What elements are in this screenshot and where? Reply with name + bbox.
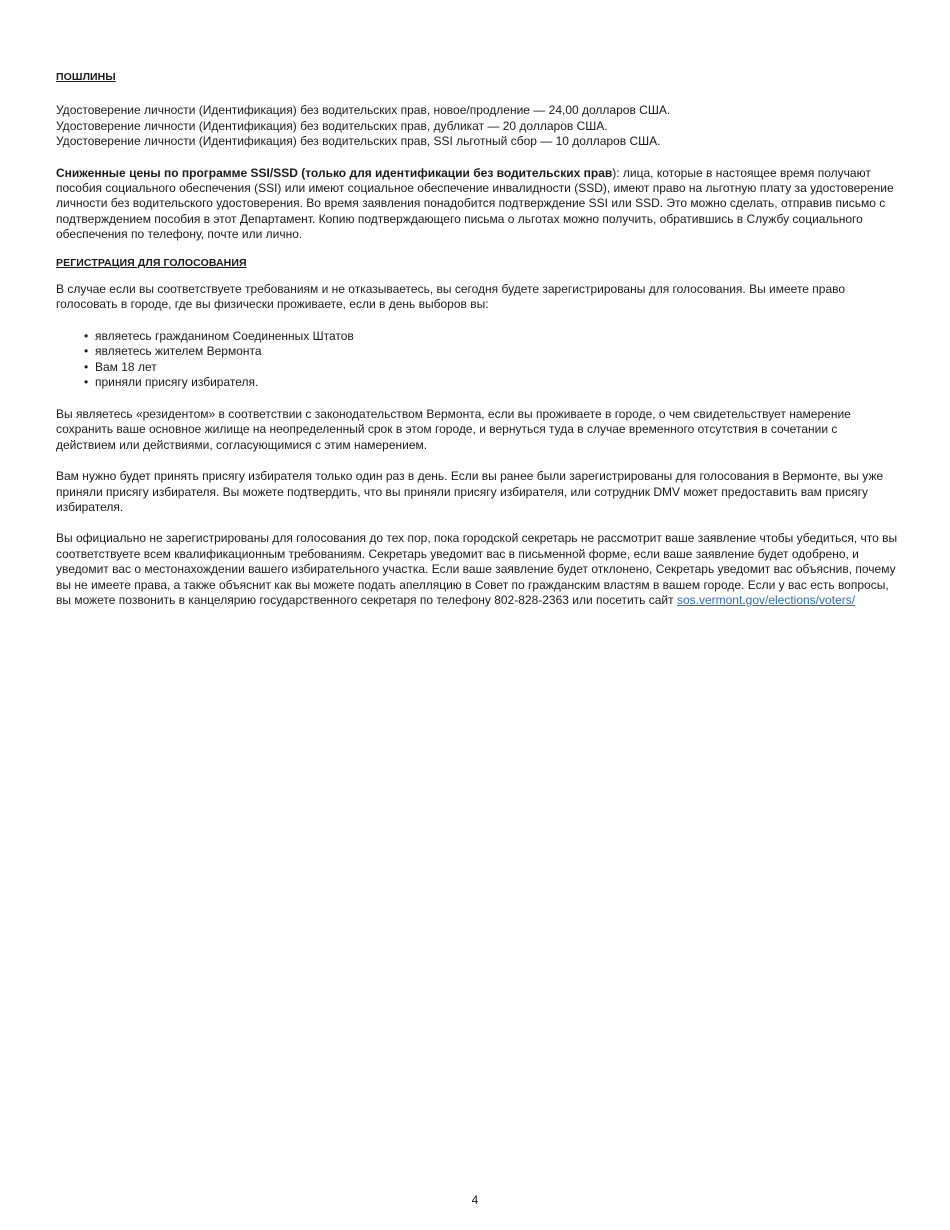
fee-line-new: Удостоверение личности (Идентификация) без водительских прав, новое/продление — 24,00 долларов США. [56,103,671,118]
document-page [56,70,898,608]
oath-paragraph: Вам нужно будет принять присягу избирателя только один раз в день. Если вы ранее были зарегистрированы для голосования в Вермонте, вы уже приняли присягу избирателя. Вы можете подтвердить, что вы приняли присягу избирателя, или сотрудник DMV может предоставить вам присягу избирателя. [56,469,884,514]
fee-line-duplicate: Удостоверение личности (Идентификация) без водительских прав, дубликат — 20 долларов США. [56,118,608,133]
reduced-price-text: ): лица, которые в настоящее время получают пособия социального обеспечения (SSI) или имеют социальное обеспечение инвалидности (SSD), имеют право на льготную плату за удостоверение личности без водительского удостоверения. Во время заявления понадобится подтверждение SSI или SSD. Это можно сделать, отправив письмо с подтверждением пособия в этот Департамент. Копию подтверждающего письма о льготах можно получить, обратившись в Службу социального обеспечения по телефону, почте или лично. [56,165,894,242]
fee-line-ssi: Удостоверение личности (Идентификация) без водительских прав, SSI льготный сбор — 10 долларов США. [56,134,661,149]
fees-heading: ПОШЛИНЫ [56,71,116,83]
voters-website-link[interactable]: sos.vermont.gov/elections/voters/ [676,592,856,607]
reduced-price-paragraph [56,166,898,243]
page-number: 4 [471,1193,479,1207]
list-item: • Вам 18 лет [84,360,898,376]
fees-list [56,103,898,149]
list-item: • являетесь гражданином Соединенных Штатов [84,329,898,345]
registration-intro: В случае если вы соответствуете требованиям и не отказываетесь, вы сегодня будете зарегистрированы для голосования. Вы имеете право голосовать в городе, где вы физически проживаете, если в день выборов вы: [56,282,846,312]
reduced-price-title: Сниженные цены по программе SSI/SSD (только для идентификации без водительских прав [56,165,613,180]
official-registration-paragraph [56,531,898,608]
eligibility-list [84,329,898,391]
list-item: • приняли присягу избирателя. [84,375,898,391]
resident-paragraph: Вы являетесь «резидентом» в соответствии с законодательством Вермонта, если вы проживаете в городе, о чем свидетельствует намерение сохранить ваше основное жилище на неопределенный срок в этом городе, и вернуться туда в случае временного отсутствия в сочетании с действием или действиями, согласующимися с этим намерением. [56,406,851,452]
official-registration-text: Вы официально не зарегистрированы для голосования до тех пор, пока городской секретарь не рассмотрит ваше заявление чтобы убедиться, что вы соответствуете всем квалификационным требованиям. Секретарь уведомит вас в письменной форме, если ваше заявление будет одобрено, и уведомит вас о местонахождении вашего избирательного участка. Если ваше заявление будет отклонено, Секретарь уведомит вас объяснив, почему вы не имеете права, а также объяснит как вы можете подать апелляцию в Совет по гражданским властям в вашем городе. Если у вас есть вопросы, вы можете позвонить в канцелярию государственного секретаря по телефону 802-828-2363 или посетить сайт [56,531,898,607]
registration-heading: РЕГИСТРАЦИЯ ДЛЯ ГОЛОСОВАНИЯ [56,256,247,269]
list-item: • являетесь жителем Вермонта [84,344,898,360]
